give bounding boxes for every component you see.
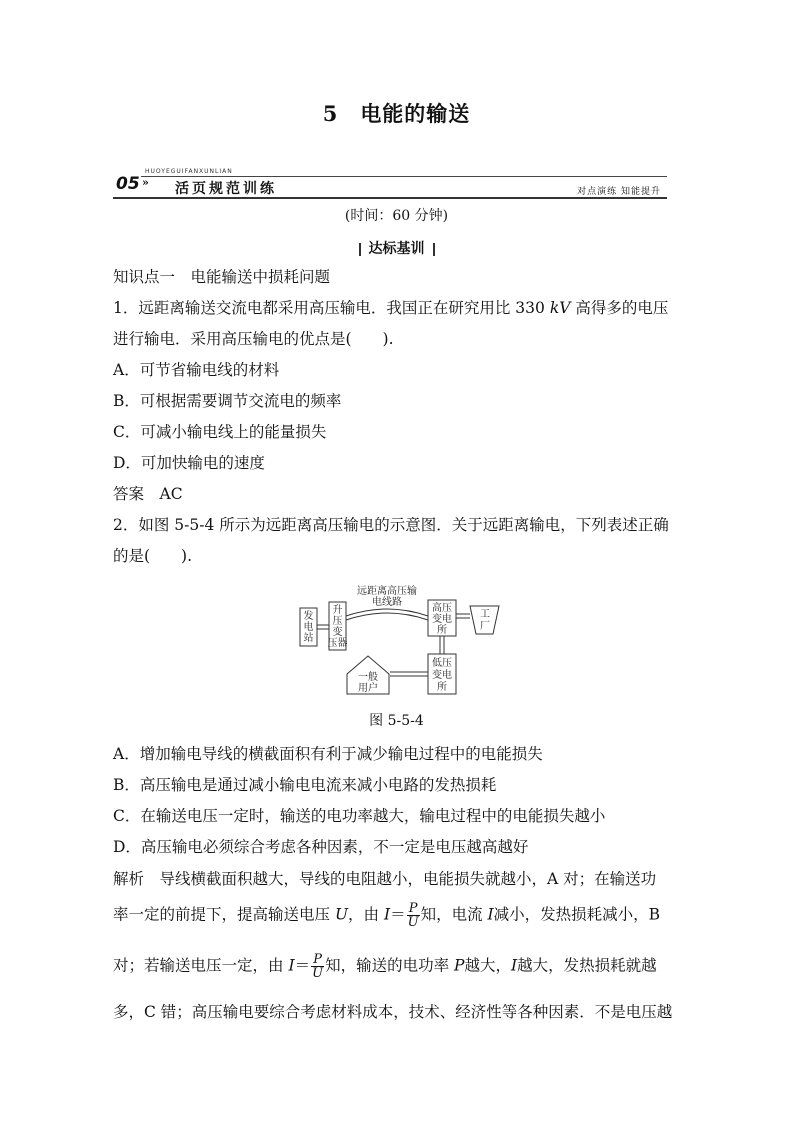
step-up-label-4: 压器 <box>327 638 348 649</box>
q2-line2: 的是( ). <box>113 547 193 565</box>
q1-text-b: 高得多的电压 <box>575 299 669 317</box>
analysis-l3b: 知，输送的电功率 <box>325 956 450 975</box>
analysis-text-1: 导线横截面积越大，导线的电阻越小，电能损失就越小，A 对；在输送功 <box>159 870 657 888</box>
factory-label-2: 厂 <box>480 621 490 632</box>
section-bar-right <box>433 243 435 256</box>
q1-unit: kV <box>549 299 571 317</box>
hv-sub-label-1: 高压 <box>432 603 452 614</box>
formula2-denominator: U <box>312 966 324 981</box>
figure-caption: 图 5-5-4 <box>369 713 424 729</box>
analysis-line1 <box>113 867 656 889</box>
exercise-banner <box>113 168 667 200</box>
formula2-fraction <box>311 953 324 980</box>
analysis-line3 <box>113 953 657 980</box>
power-station-label-2: 电 <box>303 622 314 633</box>
analysis-l2b: ，由 <box>348 905 380 924</box>
q1-line2: 进行输电．采用高压输电的优点是( ). <box>113 330 394 348</box>
banner-title: 活页规范训练 <box>175 181 277 197</box>
formula-eq: ＝ <box>390 905 406 924</box>
formula-denominator: U <box>407 915 419 930</box>
banner-number: 05 <box>116 174 140 194</box>
answer-value: AC <box>159 485 183 503</box>
knowledge-point: 知识点一 电能输送中损耗问题 <box>113 268 331 286</box>
analysis-line4: 多，C 错；高压输电要综合考虑材料成本，技术、经济性等各种因素．不是电压越 <box>113 1003 673 1021</box>
section-heading <box>0 238 793 258</box>
formula2-numerator: P <box>311 953 324 967</box>
factory-label-1: 工 <box>480 609 490 620</box>
q1-option-a: A．可节省输电线的材料 <box>113 361 280 379</box>
hv-line-label-2: 电线路 <box>372 597 402 608</box>
q1-option-d: D．可加快输电的速度 <box>113 454 265 472</box>
hv-line-label-1: 远距离高压输 <box>357 586 417 597</box>
formula2-i: I <box>288 956 295 975</box>
formula-numerator: P <box>407 902 420 916</box>
section-number: 5 <box>322 101 339 126</box>
q1-line1 <box>113 296 668 318</box>
hv-sub-label-2: 变电 <box>432 614 452 625</box>
q2-option-c: C．在输送电压一定时，输送的电功率越大，输电过程中的电能损失越小 <box>113 807 606 825</box>
step-up-label-2: 压 <box>332 616 343 627</box>
analysis-l2c: 知，电流 <box>420 905 483 924</box>
formula-fraction <box>407 902 420 929</box>
banner-rule-top <box>141 176 667 177</box>
analysis-l3d: 越大，发热损耗就越 <box>517 956 657 975</box>
double-chevron-icon: » <box>142 176 149 189</box>
analysis-l3c: 越大， <box>464 956 511 975</box>
banner-pinyin: HUOYEGUIFANXUNLIAN <box>145 168 233 175</box>
analysis-line2 <box>113 902 660 929</box>
title-text: 电能的输送 <box>360 101 471 126</box>
lv-sub-label-3: 所 <box>437 682 447 693</box>
user-label-1: 一般 <box>358 672 378 683</box>
q1-text-a: 1．远距离输送交流电都采用高压输电．我国正在研究用比 330 <box>113 299 545 317</box>
step-up-label-3: 变 <box>332 627 343 638</box>
lv-sub-label-1: 低压 <box>432 658 452 669</box>
var-p: P <box>454 956 465 975</box>
time-note: (时间：60 分钟) <box>344 208 449 224</box>
page-title <box>0 98 793 128</box>
q2-option-b: B．高压输电是通过减小输电电流来减小电路的发热损耗 <box>113 776 497 794</box>
q2-line1: 2．如图 5-5-4 所示为远距离高压输电的示意图．关于远距离输电，下列表述正确 <box>113 516 669 534</box>
analysis-label: 解析 <box>113 870 145 888</box>
banner-rule-bottom <box>113 197 667 199</box>
answer-label: 答案 <box>113 485 145 503</box>
q2-option-a: A．增加输电导线的横截面积有利于减少输电过程中的电能损失 <box>113 745 543 763</box>
user-label-2: 用户 <box>358 683 378 694</box>
analysis-l3a: 对；若输送电压一定，由 <box>113 956 284 975</box>
analysis-l2a: 率一定的前提下，提高输送电压 <box>113 905 331 924</box>
power-station-label-1: 发 <box>303 611 314 622</box>
section-bar-left <box>359 243 361 256</box>
q2-option-d: D．高压输电必须综合考虑各种因素，不一定是电压越高越好 <box>113 838 529 856</box>
formula2-eq: ＝ <box>294 956 311 975</box>
lv-sub-label-2: 变电 <box>432 670 452 681</box>
hv-sub-label-3: 所 <box>437 625 447 636</box>
var-u: U <box>334 905 349 924</box>
q1-option-b: B．可根据需要调节交流电的频率 <box>113 392 342 410</box>
power-transmission-diagram <box>295 582 505 700</box>
section-title: 达标基训 <box>368 241 425 257</box>
hv-line-lower <box>346 613 428 620</box>
q1-answer <box>113 482 183 504</box>
q1-option-c: C．可减小输电线上的能量损失 <box>113 423 327 441</box>
var-i-2: I <box>510 956 518 975</box>
step-up-label-1: 升 <box>332 605 343 616</box>
formula-i: I <box>383 905 391 924</box>
analysis-l2d: 减小，发热损耗减小，B <box>493 905 661 924</box>
power-station-label-3: 站 <box>303 633 314 644</box>
banner-subtitle: 对点演练 知能提升 <box>577 187 661 197</box>
var-i: I <box>487 905 494 924</box>
